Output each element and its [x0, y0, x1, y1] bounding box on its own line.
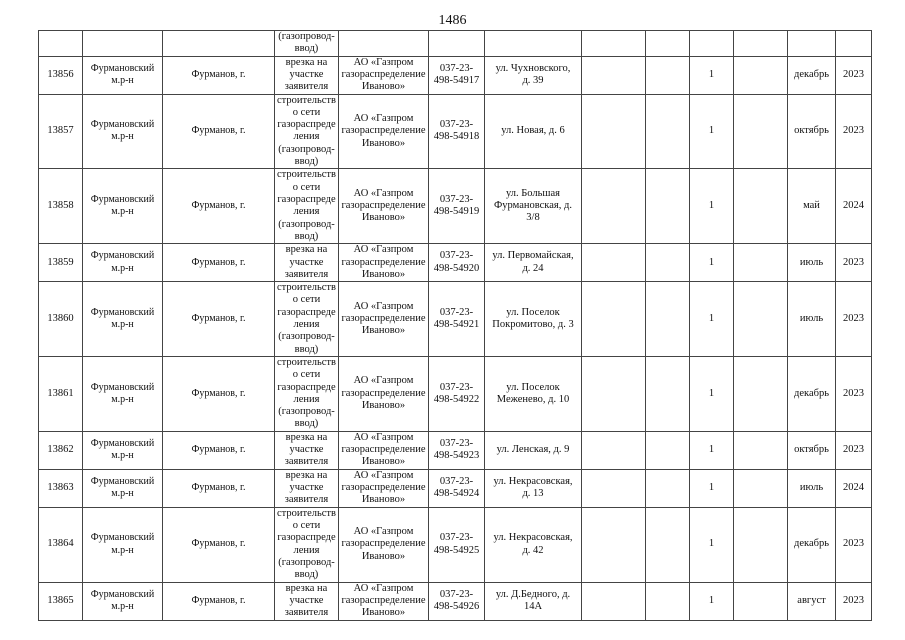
cell-organization: АО «Газпром газораспределение Иваново» [339, 94, 429, 169]
cell-empty [734, 31, 788, 57]
cell-empty [429, 31, 485, 57]
cell-empty [646, 169, 690, 244]
cell-district: Фурмановский м.р-н [83, 282, 163, 357]
cell-empty [582, 244, 646, 282]
cell-code: 037-23- 498-54926 [429, 582, 485, 620]
cell-empty [582, 431, 646, 469]
cell-work-type: строительств о сети газораспреде ления (газопровод- ввод) [275, 169, 339, 244]
cell-address: ул. Ленская, д. 9 [485, 431, 582, 469]
cell-empty [582, 582, 646, 620]
table-row [39, 169, 872, 244]
cell-year: 2023 [836, 244, 872, 282]
cell-year: 2023 [836, 507, 872, 582]
table-row [39, 431, 872, 469]
cell-month: июль [788, 282, 836, 357]
cell-empty [485, 31, 582, 57]
cell-work-type: врезка на участке заявителя [275, 431, 339, 469]
cell-organization: АО «Газпром газораспределение Иваново» [339, 356, 429, 431]
cell-work-type: врезка на участке заявителя [275, 469, 339, 507]
cell-district: Фурмановский м.р-н [83, 431, 163, 469]
cell-district: Фурмановский м.р-н [83, 469, 163, 507]
cell-empty [339, 31, 429, 57]
cell-empty [646, 244, 690, 282]
table-row [39, 469, 872, 507]
records-table-body [39, 31, 872, 621]
cell-address: ул. Д.Бедного, д. 14А [485, 582, 582, 620]
cell-empty [734, 469, 788, 507]
table-row [39, 356, 872, 431]
cell-quantity: 1 [690, 244, 734, 282]
cell-code: 037-23- 498-54921 [429, 282, 485, 357]
cell-quantity: 1 [690, 507, 734, 582]
cell-code: 037-23- 498-54924 [429, 469, 485, 507]
cell-work-type: строительств о сети газораспреде ления (газопровод- ввод) [275, 356, 339, 431]
cell-month: октябрь [788, 94, 836, 169]
cell-month: декабрь [788, 507, 836, 582]
cell-district: Фурмановский м.р-н [83, 56, 163, 94]
cell-code: 037-23- 498-54919 [429, 169, 485, 244]
cell-district: Фурмановский м.р-н [83, 356, 163, 431]
cell-empty [582, 169, 646, 244]
table-row [39, 282, 872, 357]
cell-organization: АО «Газпром газораспределение Иваново» [339, 282, 429, 357]
cell-month: декабрь [788, 56, 836, 94]
cell-district: Фурмановский м.р-н [83, 244, 163, 282]
cell-empty [582, 31, 646, 57]
cell-empty [646, 356, 690, 431]
cell-empty [734, 244, 788, 282]
cell-empty [646, 31, 690, 57]
cell-record-id: 13856 [39, 56, 83, 94]
cell-record-id: 13862 [39, 431, 83, 469]
cell-empty [582, 507, 646, 582]
cell-record-id: 13863 [39, 469, 83, 507]
cell-empty [788, 31, 836, 57]
cell-work-type: строительств о сети газораспреде ления (газопровод- ввод) [275, 282, 339, 357]
cell-address: ул. Первомайская, д. 24 [485, 244, 582, 282]
cell-city: Фурманов, г. [163, 431, 275, 469]
cell-empty [582, 356, 646, 431]
cell-empty [734, 356, 788, 431]
cell-record-id: 13864 [39, 507, 83, 582]
cell-year: 2024 [836, 169, 872, 244]
cell-code: 037-23- 498-54917 [429, 56, 485, 94]
cell-month: июль [788, 244, 836, 282]
cell-organization: АО «Газпром газораспределение Иваново» [339, 169, 429, 244]
cell-empty [646, 582, 690, 620]
cell-work-type: врезка на участке заявителя [275, 582, 339, 620]
cell-month: август [788, 582, 836, 620]
cell-address: ул. Некрасовская, д. 13 [485, 469, 582, 507]
cell-year: 2023 [836, 56, 872, 94]
cell-empty [83, 31, 163, 57]
cell-empty [646, 94, 690, 169]
cell-empty [163, 31, 275, 57]
cell-organization: АО «Газпром газораспределение Иваново» [339, 431, 429, 469]
cell-organization: АО «Газпром газораспределение Иваново» [339, 582, 429, 620]
cell-address: ул. Поселок Покромитово, д. 3 [485, 282, 582, 357]
page-number: 1486 [438, 13, 467, 28]
cell-city: Фурманов, г. [163, 507, 275, 582]
cell-empty [646, 431, 690, 469]
cell-work-type-fragment: (газопровод- ввод) [275, 31, 339, 57]
cell-district: Фурмановский м.р-н [83, 169, 163, 244]
cell-year: 2023 [836, 431, 872, 469]
cell-record-id: 13858 [39, 169, 83, 244]
cell-record-id: 13865 [39, 582, 83, 620]
table-row [39, 582, 872, 620]
cell-address: ул. Поселок Меженево, д. 10 [485, 356, 582, 431]
cell-city: Фурманов, г. [163, 244, 275, 282]
cell-organization: АО «Газпром газораспределение Иваново» [339, 244, 429, 282]
cell-quantity: 1 [690, 56, 734, 94]
cell-quantity: 1 [690, 169, 734, 244]
table-row [39, 56, 872, 94]
cell-empty [646, 507, 690, 582]
table-row [39, 507, 872, 582]
cell-quantity: 1 [690, 356, 734, 431]
cell-empty [734, 507, 788, 582]
cell-record-id: 13861 [39, 356, 83, 431]
cell-city: Фурманов, г. [163, 356, 275, 431]
cell-work-type: строительств о сети газораспреде ления (газопровод- ввод) [275, 507, 339, 582]
cell-empty [646, 469, 690, 507]
cell-record-id: 13857 [39, 94, 83, 169]
cell-city: Фурманов, г. [163, 582, 275, 620]
cell-code: 037-23- 498-54920 [429, 244, 485, 282]
cell-quantity: 1 [690, 282, 734, 357]
cell-empty [582, 469, 646, 507]
cell-year: 2023 [836, 582, 872, 620]
cell-code: 037-23- 498-54918 [429, 94, 485, 169]
table-row [39, 244, 872, 282]
cell-empty [734, 582, 788, 620]
cell-record-id: 13860 [39, 282, 83, 357]
cell-empty [734, 169, 788, 244]
cell-empty [734, 94, 788, 169]
cell-organization: АО «Газпром газораспределение Иваново» [339, 507, 429, 582]
cell-organization: АО «Газпром газораспределение Иваново» [339, 56, 429, 94]
cell-month: май [788, 169, 836, 244]
cell-quantity: 1 [690, 94, 734, 169]
cell-empty [582, 94, 646, 169]
cell-month: декабрь [788, 356, 836, 431]
cell-code: 037-23- 498-54922 [429, 356, 485, 431]
cell-empty [734, 282, 788, 357]
cell-district: Фурмановский м.р-н [83, 94, 163, 169]
cell-empty [646, 282, 690, 357]
cell-year: 2023 [836, 282, 872, 357]
cell-empty [734, 56, 788, 94]
cell-city: Фурманов, г. [163, 469, 275, 507]
cell-work-type: врезка на участке заявителя [275, 244, 339, 282]
cell-month: октябрь [788, 431, 836, 469]
cell-empty [646, 56, 690, 94]
cell-empty [582, 282, 646, 357]
cell-code: 037-23- 498-54925 [429, 507, 485, 582]
cell-quantity: 1 [690, 582, 734, 620]
cell-address: ул. Некрасовская, д. 42 [485, 507, 582, 582]
cell-quantity: 1 [690, 431, 734, 469]
cell-year: 2023 [836, 356, 872, 431]
cell-organization: АО «Газпром газораспределение Иваново» [339, 469, 429, 507]
cell-year: 2024 [836, 469, 872, 507]
cell-code: 037-23- 498-54923 [429, 431, 485, 469]
cell-year: 2023 [836, 94, 872, 169]
cell-quantity: 1 [690, 469, 734, 507]
cell-empty [836, 31, 872, 57]
cell-month: июль [788, 469, 836, 507]
cell-work-type: врезка на участке заявителя [275, 56, 339, 94]
table-row-continuation [39, 31, 872, 57]
records-table [38, 30, 872, 621]
cell-record-id: 13859 [39, 244, 83, 282]
cell-city: Фурманов, г. [163, 94, 275, 169]
cell-empty [39, 31, 83, 57]
cell-work-type: строительств о сети газораспреде ления (газопровод- ввод) [275, 94, 339, 169]
table-row [39, 94, 872, 169]
cell-address: ул. Чухновского, д. 39 [485, 56, 582, 94]
cell-empty [582, 56, 646, 94]
cell-city: Фурманов, г. [163, 282, 275, 357]
cell-address: ул. Новая, д. 6 [485, 94, 582, 169]
cell-district: Фурмановский м.р-н [83, 582, 163, 620]
cell-empty [734, 431, 788, 469]
cell-city: Фурманов, г. [163, 56, 275, 94]
cell-district: Фурмановский м.р-н [83, 507, 163, 582]
cell-empty [690, 31, 734, 57]
cell-address: ул. Большая Фурмановская, д. 3/8 [485, 169, 582, 244]
cell-city: Фурманов, г. [163, 169, 275, 244]
